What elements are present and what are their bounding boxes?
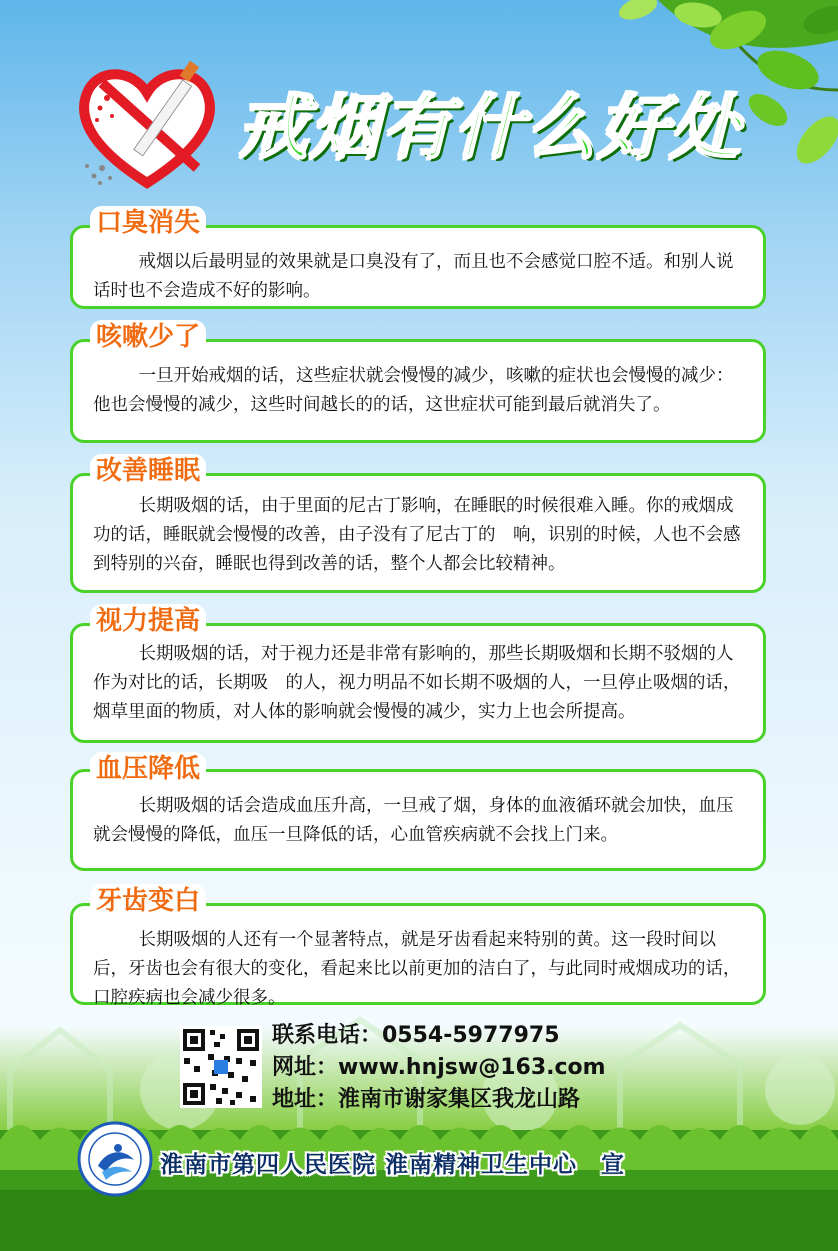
section-heading: 牙齿变白 (90, 884, 206, 918)
section-body: 一旦开始戒烟的话，这些症状就会慢慢的减少，咳嗽的症状也会慢慢的减少：他也会慢慢的减少，这些时间越长的的话，这世症状可能到最后就消失了。 (70, 339, 766, 443)
contact-website: 网址：www.hnjsw@163.com (272, 1055, 606, 1080)
section-body: 长期吸烟的话会造成血压升高，一旦戒了烟，身体的血液循环就会加快，血压就会慢慢的降低，血压一旦降低的话，心血管疾病就不会找上门来。 (70, 769, 766, 871)
section-body: 长期吸烟的人还有一个显著特点，就是牙齿看起来特别的黄。这一段时间以后，牙齿也会有很大的变化，看起来比以前更加的洁白了，与此同时戒烟成功的话，口腔疾病也会减少很多。 (70, 903, 766, 1005)
poster-title: 戒烟有什么好处 (238, 87, 742, 169)
section-body: 长期吸烟的话，对于视力还是非常有影响的，那些长期吸烟和长期不驳烟的人作为对比的话，长期吸 的人，视力明品不如长期不吸烟的人，一旦停止吸烟的话，烟草里面的物质，对人体的影响就会慢慢的减少，实力上也会所提高。 (70, 623, 766, 743)
no-smoking-icon (72, 58, 222, 193)
section-heading: 咳嗽少了 (90, 320, 206, 354)
section-heading: 改善睡眠 (90, 454, 206, 488)
qr-code-icon (180, 1026, 262, 1108)
contact-info (272, 1020, 606, 1116)
section-body: 戒烟以后最明显的效果就是口臭没有了，而且也不会感觉口腔不适。和别人说话时也不会造成不好的影响。 (70, 225, 766, 309)
section-heading: 血压降低 (90, 752, 206, 786)
hospital-logo-icon (76, 1120, 154, 1198)
section-heading: 口臭消失 (90, 206, 206, 240)
section-body: 长期吸烟的话，由于里面的尼古丁影响，在睡眠的时候很难入睡。你的戒烟成功的话，睡眠就会慢慢的改善，由子没有了尼古丁的 响，识别的时候，人也不会感到特别的兴奋，睡眠也得到改善的话，整个人都会比较精神。 (70, 473, 766, 593)
footer-organization: 淮南市第四人民医院 淮南精神卫生中心 宣 (160, 1152, 626, 1178)
section-heading: 视力提高 (90, 604, 206, 638)
contact-phone: 联系电话：0554-5977975 (272, 1023, 560, 1048)
contact-address: 地址：淮南市谢家集区我龙山路 (272, 1087, 581, 1112)
